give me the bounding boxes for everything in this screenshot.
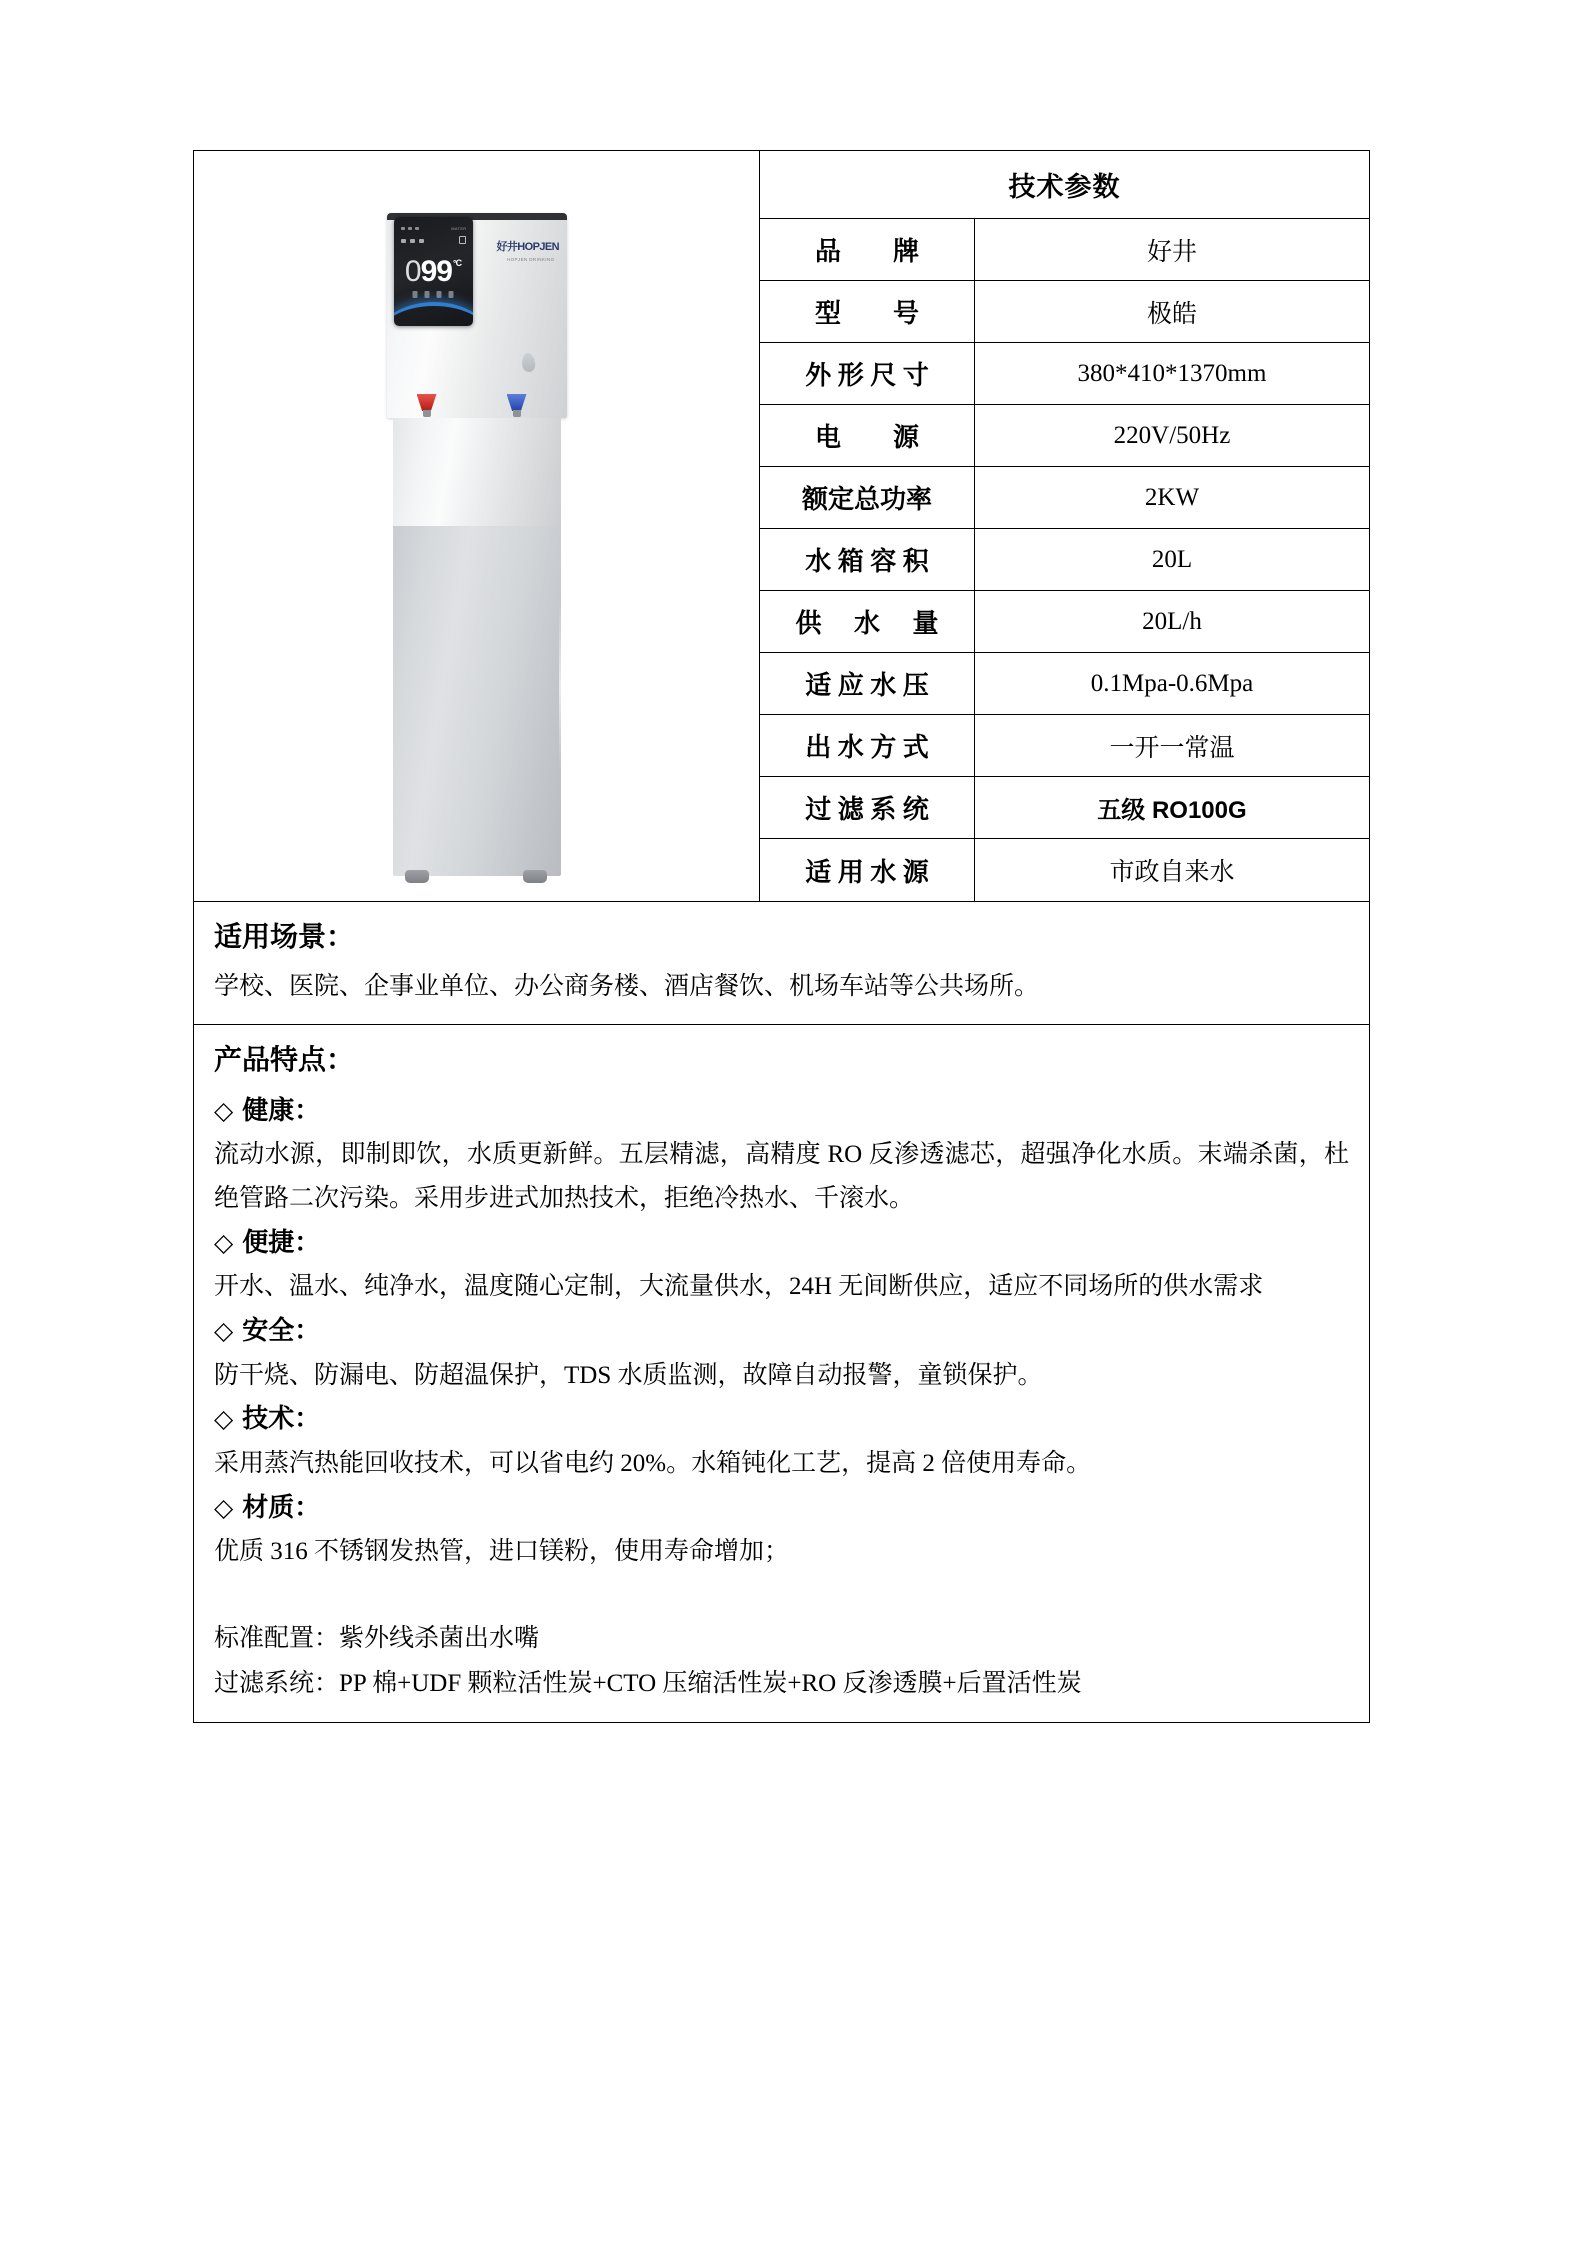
brand-logo [496,238,559,262]
spec-value-rated-power: 2KW [1144,483,1200,511]
spec-value-filter-system: 五级 RO100G [1097,797,1247,824]
product-spec-sheet [193,150,1370,1723]
scenario-text: 学校、医院、企事业单位、办公商务楼、酒店餐饮、机场车站等公共场所。 [214,973,1040,1001]
hot-water-faucet-icon [417,394,437,419]
diamond-bullet-icon: ◇ [214,1406,234,1434]
feature-body-convenience: 开水、温水、纯净水，温度随心定制，大流量供水，24H 无间断供应，适应不同场所的供水需求 [214,1273,1264,1301]
table-row [760,219,1369,281]
spec-label-water-pressure: 适 应 水 压 [760,653,975,714]
table-row [760,839,1369,901]
spec-value-outlet-mode: 一开一常温 [1109,734,1235,762]
scenario-heading: 适用场景： [214,922,355,953]
spec-value-dimensions: 380*410*1370mm [1077,359,1267,387]
feature-body-technology: 采用蒸汽热能回收技术，可以省电约 20%。水箱钝化工艺，提高 2 倍使用寿命。 [214,1449,1092,1477]
feature-title-technology [214,1397,1349,1442]
table-row [760,591,1369,653]
feature-title-convenience [214,1221,1349,1266]
features-section [194,1025,1369,1721]
spec-value-water-supply: 20L/h [1142,607,1202,635]
spec-label-tank-capacity: 水 箱 容 积 [760,529,975,590]
spec-value-tank-capacity: 20L [1151,545,1193,573]
spec-value-water-pressure: 0.1Mpa-0.6Mpa [1090,669,1254,697]
dispenser-display-panel [394,217,473,326]
dispenser-mid-body [393,418,561,526]
dispenser-foot-right [523,870,547,883]
temperature-value: 99 [420,255,452,288]
table-row [760,653,1369,715]
spec-label-model: 型 号 [760,281,975,342]
features-heading: 产品特点： [214,1045,355,1077]
panel-temperature-readout: $099^{^\circ C}$ [404,255,462,288]
temperature-unit: °C [452,258,462,268]
spec-label-brand: 品 牌 [760,219,975,280]
spec-value-model: 极皓 [1146,300,1197,328]
spec-label-outlet-mode: 出 水 方 式 [760,715,975,776]
table-row [760,281,1369,343]
water-dispenser-illustration [383,213,571,903]
panel-bottom-segments [413,291,454,298]
spec-value-brand: 好井 [1146,238,1197,266]
table-row [760,343,1369,405]
feature-label-health: 健康： [242,1095,321,1125]
blank-spacer [214,1574,1349,1616]
dispenser-foot-left [405,870,429,883]
feature-title-material [214,1486,1349,1531]
scenario-section [194,902,1369,1025]
spec-table-title-row [760,151,1369,219]
spec-label-water-supply: 供 水 量 [760,591,975,652]
cold-water-faucet-icon [507,394,527,419]
product-image-cell [194,151,760,901]
feature-body-health: 流动水源，即制即饮，水质更新鲜。五层精滤，高精度 RO 反渗透滤芯，超强净化水质。末端杀菌，杜绝管路二次污染。采用步进式加热技术，拒绝冷热水、千滚水。 [214,1141,1349,1213]
dispenser-lower-cabinet [393,526,561,876]
feature-label-convenience: 便捷： [242,1227,321,1257]
feature-title-safety [214,1309,1349,1354]
brand-logo-subtitle: HOPJEN DRINKING [506,257,555,262]
top-section [194,151,1369,902]
standard-configuration-line: 标准配置：紫外线杀菌出水嘴 [214,1624,540,1652]
diamond-bullet-icon: ◇ [214,1494,234,1522]
diamond-bullet-icon: ◇ [214,1097,234,1125]
spec-label-filter-system: 过 滤 系 统 [760,777,975,838]
table-row [760,777,1369,839]
table-row [760,715,1369,777]
spec-value-water-source: 市政自来水 [1109,859,1235,886]
feature-body-material: 优质 316 不锈钢发热管，进口镁粉，使用寿命增加； [214,1538,790,1566]
spec-table [760,151,1369,901]
panel-blue-arc-glow [394,302,473,326]
feature-label-material: 材质： [242,1492,321,1522]
panel-indicator-dots-row2 [401,239,424,243]
panel-indicator-dots-row1 [401,227,419,230]
spec-value-power-source: 220V/50Hz [1113,421,1231,449]
table-row [760,405,1369,467]
child-lock-icon [459,236,466,244]
table-row [760,529,1369,591]
spec-label-dimensions: 外 形 尺 寸 [760,343,975,404]
diamond-bullet-icon: ◇ [214,1229,234,1257]
feature-label-safety: 安全： [242,1316,321,1346]
table-row [760,467,1369,529]
diamond-bullet-icon: ◇ [214,1318,234,1346]
spec-label-power-source: 电 源 [760,405,975,466]
spec-label-water-source: 适 用 水 源 [760,839,975,901]
spec-label-rated-power: 额定总功率 [760,467,975,528]
spec-table-title: 技术参数 [1008,172,1121,202]
filter-system-line: 过滤系统：PP 棉+UDF 颗粒活性炭+CTO 压缩活性炭+RO 反渗透膜+后置活性炭 [214,1669,1082,1697]
feature-body-safety: 防干烧、防漏电、防超温保护，TDS 水质监测，故障自动报警，童锁保护。 [214,1361,1043,1389]
brand-logo-mark: 好井HOPJEN [496,241,559,253]
feature-label-technology: 技术： [242,1404,321,1434]
feature-title-health [214,1089,1349,1134]
panel-small-label: WATER [451,226,467,231]
